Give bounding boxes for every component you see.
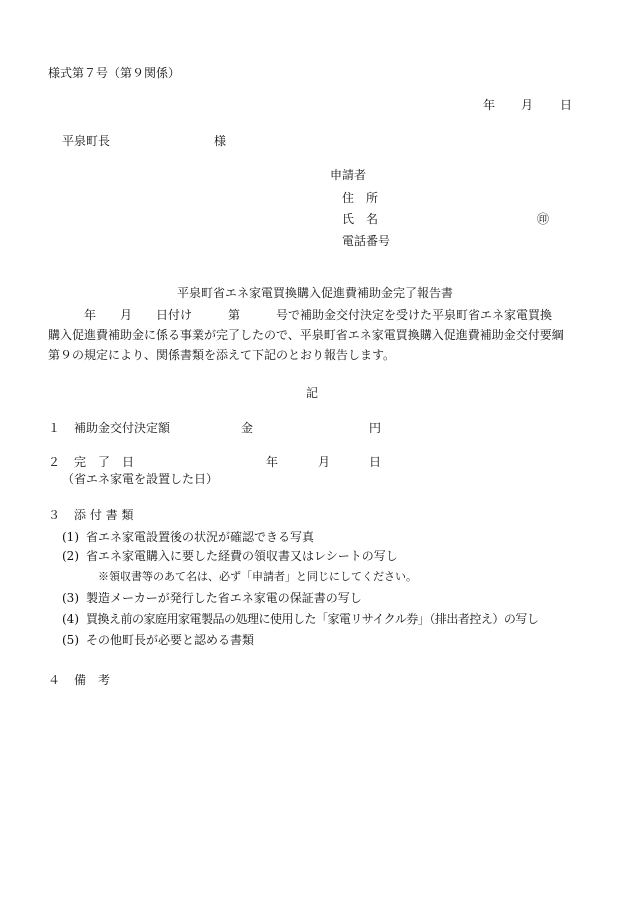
doc-4-text: 買換え前の家庭用家電製品の処理に使用した「家電リサイクル券」（排出者控え）の写し: [86, 612, 539, 626]
doc-3-number: (3): [62, 591, 79, 605]
item1-kin: 金: [241, 421, 254, 435]
addressee-honorific: 様: [214, 134, 227, 148]
applicant-address-label: 住 所: [342, 191, 379, 205]
applicant-phone-label: 電話番号: [342, 234, 391, 248]
document-title: 平泉町省エネ家電買換購入促進費補助金完了報告書: [176, 286, 453, 300]
item4-number: ４: [48, 673, 61, 687]
item4-label: 備 考: [74, 673, 111, 687]
item1-label: 補助金交付決定額: [74, 421, 171, 435]
applicant-name-label: 氏 名: [342, 212, 379, 226]
applicant-heading: 申請者: [330, 168, 367, 182]
ki-heading: 記: [306, 386, 319, 400]
form-number: 様式第７号（第９関係）: [48, 66, 181, 80]
doc-1-number: (1): [62, 530, 79, 544]
body-line-3: 第９の規定により、関係書類を添えて下記のとおり報告します。: [48, 348, 396, 362]
doc-5-text: その他町長が必要と認める書類: [86, 633, 255, 647]
date-day-label: 日: [560, 98, 573, 112]
body-line-1: 年 月 日付け 第 号で補助金交付決定を受けた平泉町省エネ家電買換: [48, 308, 553, 322]
item2-month: 月: [318, 455, 331, 469]
item1-number: １: [48, 421, 61, 435]
item3-number: ３: [48, 508, 61, 522]
doc-5-number: (5): [62, 633, 79, 647]
item2-number: ２: [48, 455, 61, 469]
doc-2-text: 省エネ家電購入に要した経費の領収書又はレシートの写し: [86, 549, 398, 563]
seal-mark: ㊞: [537, 212, 550, 226]
doc-4-number: (4): [62, 612, 79, 626]
item3-label: 添 付 書 類: [74, 508, 134, 522]
date-year-label: 年: [483, 98, 496, 112]
receipt-note: ※領収書等のあて名は、必ず「申請者」と同じにしてください。: [98, 570, 417, 583]
item2-day: 日: [369, 455, 382, 469]
item2-label: 完 了 日: [74, 455, 135, 469]
doc-1-text: 省エネ家電設置後の状況が確認できる写真: [86, 530, 315, 544]
item2-note: （省エネ家電を設置した日）: [62, 472, 219, 486]
addressee-name: 平泉町長: [62, 134, 111, 148]
body-line-2: 購入促進費補助金に係る事業が完了したので、平泉町省エネ家電買換購入促進費補助金交付要綱: [48, 328, 564, 342]
doc-2-number: (2): [62, 549, 79, 563]
item2-year: 年: [266, 455, 279, 469]
body-paragraph: [48, 305, 588, 365]
doc-3-text: 製造メーカーが発行した省エネ家電の保証書の写し: [86, 591, 362, 605]
item1-yen: 円: [369, 421, 382, 435]
date-month-label: 月: [521, 98, 534, 112]
